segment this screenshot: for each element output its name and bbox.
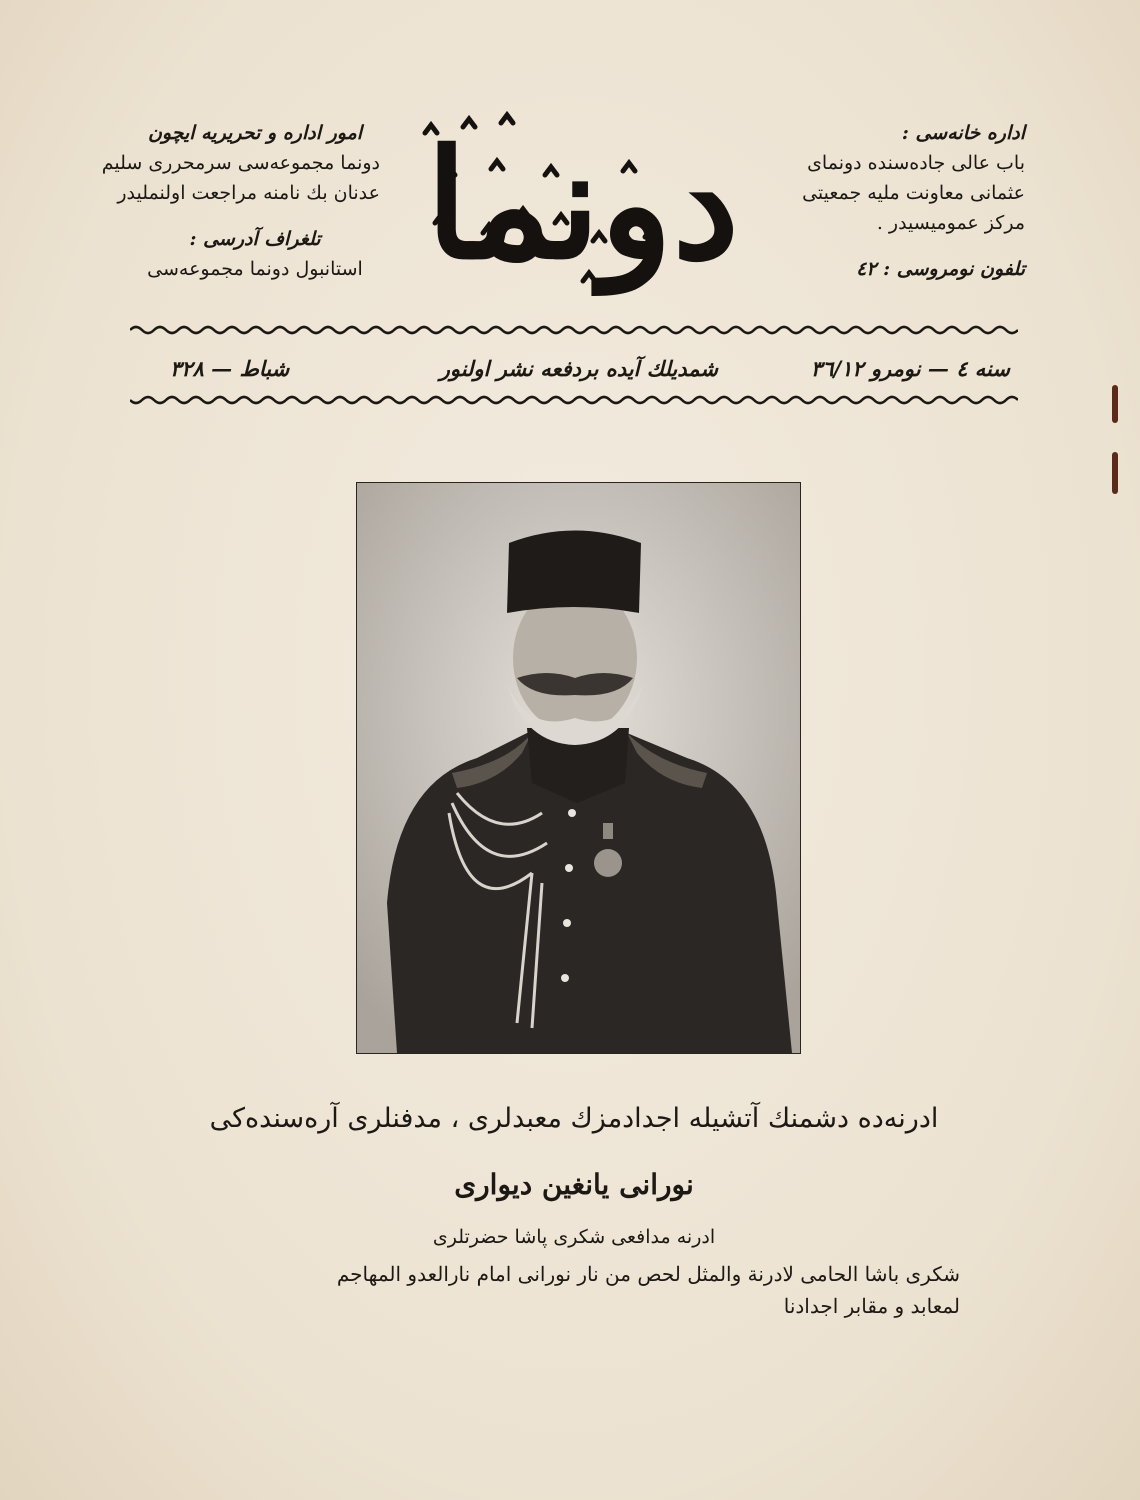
paper-edge-mark (1112, 452, 1118, 494)
masthead-ornaments (395, 105, 770, 305)
editorial-heading: امور اداره و تحریریه ایچون (147, 122, 363, 144)
caption-title: نورانی یانغین دیواری (454, 1168, 694, 1201)
portrait-photo (356, 482, 801, 1054)
office-address-line: مرکز عمومیسیدر . (876, 212, 1025, 234)
masthead-title: دونما (425, 117, 740, 293)
office-address-line: عثمانی معاونت ملیه جمعیتی (802, 182, 1025, 204)
issue-volume-number: سنه ٤ — نومرو ٣٦/١٢ (810, 356, 1010, 381)
phone-number: تلفون نومروسی : ٤٢ (856, 258, 1025, 280)
issue-date: شباط — ٣٢٨ (170, 356, 290, 381)
telegraph-heading: تلغراف آدرسی : (189, 228, 321, 250)
paper-edge-mark (1112, 385, 1118, 423)
portrait-illustration (357, 483, 800, 1053)
issue-info-bar (130, 346, 1018, 392)
publication-frequency: شمدیلك آیده بردفعه نشر اولنور (439, 356, 718, 381)
editorial-address-block (101, 118, 380, 284)
telegraph-address: استانبول دونما مجموعه‌سی (147, 258, 363, 280)
caption-headline: ادرنه‌ده دشمنك آتشيله اجدادمزك معبدلری ، مدفنلری آره‌سنده‌كی (209, 1103, 939, 1134)
caption-arabic-line: شكری باشا الحامی لادرنة والمثل لحص من نار نورانی امام نارالعدو المهاجم (336, 1262, 960, 1286)
editor-contact-line: عدنان بك نامنه مراجعت اولنمليدر (117, 182, 380, 204)
office-address-block (790, 118, 1025, 284)
bottom-ornamental-rule (130, 394, 1018, 408)
caption-subtitle: ادرنه مدافعی شكری پاشا حضرتلری (432, 1226, 716, 1248)
editor-line: دونما مجموعه‌سی سرمحرری سلیم (101, 152, 380, 174)
office-address-line: باب عالی جاده‌سنده دونمای (807, 152, 1025, 174)
masthead-logo (395, 105, 770, 305)
caption-arabic-line: لمعابد و مقابر اجدادنا (783, 1294, 960, 1318)
office-heading: اداره خانه‌سی : (901, 122, 1025, 144)
top-ornamental-rule (130, 322, 1018, 336)
